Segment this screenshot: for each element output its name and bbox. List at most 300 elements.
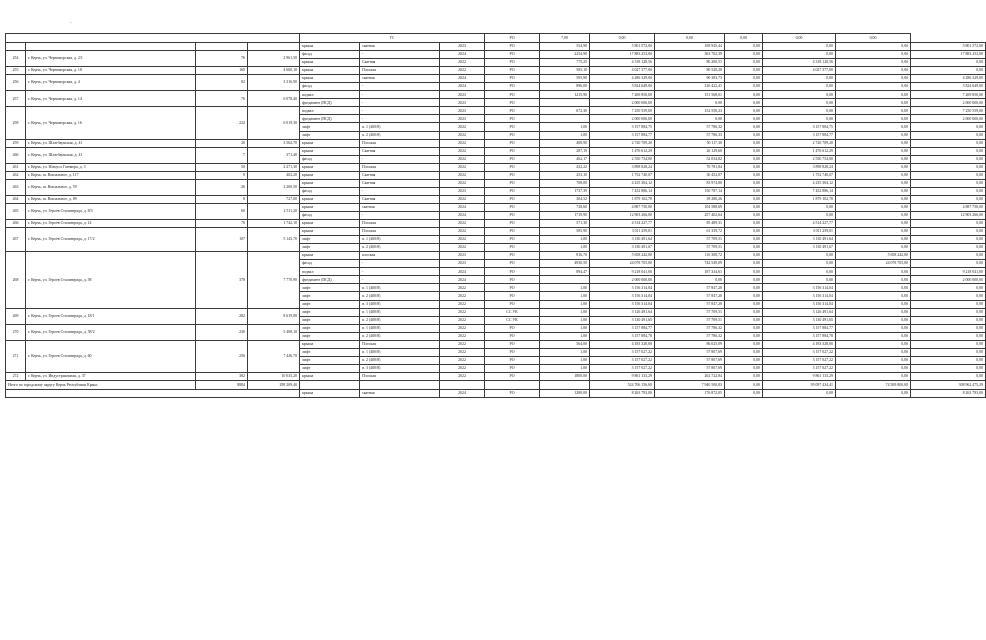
table-cell: 0,00 <box>836 179 911 187</box>
table-cell: 17 883 252,00 <box>911 51 986 59</box>
table-cell: 0,00 <box>763 115 836 123</box>
table-cell: РО <box>485 284 540 292</box>
table-cell: 57 786,32 <box>655 324 725 332</box>
table-cell: 9 218 041,00 <box>590 268 655 276</box>
table-cell: 708,00 <box>540 179 590 187</box>
table-cell: 1,00 <box>540 348 590 356</box>
table-cell: скатная <box>360 203 440 211</box>
table-cell: 90 383,73 <box>655 75 725 83</box>
table-cell: 0,00 <box>911 67 986 75</box>
building-area: 107 <box>196 228 248 252</box>
table-cell: 2022 <box>440 228 485 236</box>
table-cell: 0,00 <box>836 115 911 123</box>
table-cell: 202 722,84 <box>655 372 725 380</box>
table-cell: 0,00 <box>836 147 911 155</box>
table-cell: 0,00 <box>911 220 986 228</box>
table-cell: РО <box>485 356 540 364</box>
building-number: 264 <box>6 195 26 203</box>
table-cell: 0,00 <box>836 43 911 51</box>
table-cell: 585,10 <box>540 67 590 75</box>
building-number: 267 <box>6 228 26 252</box>
table-cell: 3 898 828,24 <box>590 163 655 171</box>
table-cell: 0,00 <box>836 236 911 244</box>
table-cell: РО <box>485 195 540 203</box>
table-cell: РО <box>485 276 540 284</box>
table-cell: 253,10 <box>540 171 590 179</box>
building-number: 271 <box>6 340 26 372</box>
table-cell: 50 117,30 <box>655 139 725 147</box>
building-area: 60 <box>196 203 248 219</box>
table-cell: п. 1 (400/8) <box>360 123 440 131</box>
table-cell: 0,00 <box>725 179 763 187</box>
table-cell: 0,00 <box>911 163 986 171</box>
table-cell: 152 550,23 <box>655 107 725 115</box>
table-cell: 24 078 705,00 <box>590 260 655 268</box>
table-cell: п. 1 (400/8) <box>360 348 440 356</box>
table-cell: 0,00 <box>725 107 763 115</box>
table-cell: 0,00 <box>725 67 763 75</box>
table-cell: 2022 <box>440 324 485 332</box>
table-cell: 894,47 <box>540 268 590 276</box>
building-number: 259 <box>6 139 26 147</box>
table-cell: 0,00 <box>836 284 911 292</box>
table-cell: РО <box>485 389 540 397</box>
building-address: г. Керчь, ул. Черноморская, д. 4 <box>26 75 196 91</box>
table-cell: 0,00 <box>725 187 763 195</box>
table-cell: 0,00 <box>911 236 986 244</box>
table-cell: РО <box>485 163 540 171</box>
table-cell: 4 183 328,00 <box>763 340 836 348</box>
table-cell: 1,00 <box>540 284 590 292</box>
table-cell: 0,00 <box>725 340 763 348</box>
table-cell: 0,00 <box>911 139 986 147</box>
table-cell: РО <box>485 292 540 300</box>
table-cell: лифт <box>300 332 360 340</box>
building-area: 256 <box>196 340 248 372</box>
table-cell: РО <box>485 372 540 380</box>
table-cell: - <box>360 107 440 115</box>
building-address: г. Керчь, ул. Черноморская, д. 18 <box>26 67 196 75</box>
total-cell <box>440 380 485 389</box>
table-cell: п. 1 (400/8) <box>360 324 440 332</box>
table-cell: РО <box>485 107 540 115</box>
table-cell: 57 709,51 <box>655 316 725 324</box>
table-cell: 363 702,39 <box>655 51 725 59</box>
table-row <box>6 203 986 211</box>
building-area: 0 <box>196 171 248 179</box>
total-cell: 95 097 434,41 <box>763 380 836 389</box>
table-cell: 1800,00 <box>540 372 590 380</box>
table-header-row <box>6 34 986 43</box>
building-area: 222 <box>196 107 248 139</box>
header-cell: 0,00 <box>725 34 763 43</box>
table-cell: 0,00 <box>725 292 763 300</box>
table-cell: 4 514 227,77 <box>590 220 655 228</box>
table-cell: 2022 <box>440 300 485 308</box>
table-cell: 3 157 027,22 <box>763 348 836 356</box>
table-cell: лифт <box>300 356 360 364</box>
building-number: 269 <box>6 308 26 324</box>
table-cell: 1 879 102,78 <box>763 195 836 203</box>
page-mark: - <box>70 21 72 26</box>
table-cell: РО <box>485 99 540 107</box>
table-cell: 2022 <box>440 179 485 187</box>
building-number: 254 <box>6 51 26 67</box>
table-cell: - <box>360 99 440 107</box>
table-cell: 2022 <box>440 316 485 324</box>
table-cell: РО <box>485 187 540 195</box>
table-cell: 151 568,01 <box>655 91 725 99</box>
table-cell: лифт <box>300 244 360 252</box>
table-cell: 304,52 <box>540 195 590 203</box>
table-cell: 0,00 <box>836 51 911 59</box>
total-cell <box>485 380 540 389</box>
table-cell: Плоская <box>360 228 440 236</box>
table-cell: 0,00 <box>763 389 836 397</box>
table-cell: 3 156 314,04 <box>763 300 836 308</box>
building-address: г. Керчь, ул. Шлагбаумская, д. 41 <box>26 147 196 163</box>
building-total-area: 3 316,90 <box>248 75 300 91</box>
table-cell: 0,00 <box>725 91 763 99</box>
table-cell: РО <box>485 228 540 236</box>
table-cell: 2 000 000,00 <box>590 115 655 123</box>
table-cell: 585,90 <box>540 228 590 236</box>
table-cell: РО <box>485 179 540 187</box>
table-cell: 0,00 <box>763 252 836 260</box>
table-cell: - <box>360 260 440 268</box>
table-cell: 5 658 242,00 <box>836 252 911 260</box>
building-total-area: 2 271,30 <box>248 163 300 171</box>
table-cell: Скатная <box>360 195 440 203</box>
table-row <box>6 372 986 380</box>
table-cell: 3 011 259,01 <box>590 228 655 236</box>
table-body <box>6 34 986 398</box>
table-cell: 0,00 <box>725 244 763 252</box>
building-area: 20 <box>196 139 248 147</box>
table-cell: 0,00 <box>725 268 763 276</box>
table-cell: п. 2 (400/8) <box>360 356 440 364</box>
table-cell: РО <box>485 220 540 228</box>
building-address: г. Керчь, ул. Героев Сталинграда, д. 18/1 <box>26 308 196 324</box>
table-cell: фасад <box>300 187 360 195</box>
table-cell: 0,00 <box>725 171 763 179</box>
table-cell: 3 126 491,64 <box>590 308 655 316</box>
table-cell: 3 157 884,75 <box>763 123 836 131</box>
table-cell: 0,00 <box>911 284 986 292</box>
table-cell: крыша <box>300 372 360 380</box>
table-cell: 0,00 <box>836 292 911 300</box>
table-cell: 2022 <box>440 67 485 75</box>
table-cell <box>540 115 590 123</box>
table-cell: РО <box>485 300 540 308</box>
table-cell: РО <box>485 43 540 51</box>
table-cell: 0,00 <box>836 332 911 340</box>
table-cell: 3 157 884,75 <box>590 123 655 131</box>
building-total-area: 10 035,20 <box>248 372 300 380</box>
table-cell: 0,00 <box>725 99 763 107</box>
table-cell: 2 000 000,00 <box>911 276 986 284</box>
table-cell: 2022 <box>440 171 485 179</box>
building-address: г. Керчь, ш. Вокзальное, д. 59 <box>26 179 196 195</box>
building-number: 272 <box>6 372 26 380</box>
table-cell: 3 157 884,77 <box>763 324 836 332</box>
building-total-area: 402,20 <box>248 171 300 179</box>
table-cell: лифт <box>300 300 360 308</box>
table-row <box>6 195 986 203</box>
table-cell: лифт <box>300 364 360 372</box>
table-cell: 0,00 <box>836 244 911 252</box>
table-cell: РО <box>485 340 540 348</box>
table-row <box>6 163 986 171</box>
table-cell: 57 709,51 <box>655 236 725 244</box>
table-cell: 0,00 <box>911 348 986 356</box>
table-cell: 0,00 <box>763 83 836 91</box>
table-cell: 2022 <box>440 147 485 155</box>
table-cell: 57 847,20 <box>655 284 725 292</box>
table-cell: 1,00 <box>540 316 590 324</box>
building-total-area: 2 961,50 <box>248 51 300 67</box>
table-cell: 57 847,20 <box>655 292 725 300</box>
building-area: 378 <box>196 252 248 308</box>
table-cell: 0,00 <box>836 372 911 380</box>
table-cell: 0,00 <box>725 155 763 163</box>
table-cell: 2022 <box>440 332 485 340</box>
table-cell: 1,00 <box>540 332 590 340</box>
table-cell: 3 130 491,65 <box>763 316 836 324</box>
table-cell: 0,00 <box>763 211 836 219</box>
table-cell: 0,00 <box>836 211 911 219</box>
table-cell: - <box>360 155 440 163</box>
table-cell: 8 263 793,00 <box>590 389 655 397</box>
building-address: г. Керчь, ул. Юлиуса Гаенкера, д. 3 <box>26 163 196 171</box>
table-cell: 3 157 027,22 <box>590 348 655 356</box>
table-cell: 2023 <box>440 99 485 107</box>
building-number: 256 <box>6 75 26 91</box>
building-address: г. Керчь, ул. Черноморская, д. 14 <box>26 91 196 107</box>
table-cell: 0,00 <box>836 356 911 364</box>
table-cell: 0,00 <box>911 123 986 131</box>
table-cell: 0,00 <box>725 300 763 308</box>
building-number: 258 <box>6 107 26 139</box>
table-cell: п. 1 (400/8) <box>360 308 440 316</box>
table-cell: РО <box>485 252 540 260</box>
table-cell: 0,00 <box>725 195 763 203</box>
table-cell: 0,00 <box>763 99 836 107</box>
table-cell: 0,00 <box>836 91 911 99</box>
table-cell: Плоская <box>360 67 440 75</box>
table-cell: СС УК <box>485 316 540 324</box>
table-cell: - <box>360 91 440 99</box>
table-cell: подвал <box>300 268 360 276</box>
table-cell: фасад <box>300 211 360 219</box>
building-number: 265 <box>6 203 26 219</box>
table-cell: 462,17 <box>540 155 590 163</box>
table-cell: крыша <box>300 139 360 147</box>
table-cell: РО <box>485 268 540 276</box>
building-total-area: 1 742,10 <box>248 220 300 228</box>
building-area: 76 <box>196 91 248 107</box>
table-cell: 0,00 <box>725 236 763 244</box>
table-cell: РО <box>485 364 540 372</box>
table-cell: 0,00 <box>911 300 986 308</box>
table-cell: 2024 <box>440 211 485 219</box>
table-cell: - <box>360 211 440 219</box>
table-cell: 4 887 750,00 <box>590 203 655 211</box>
building-number: 263 <box>6 179 26 195</box>
table-cell: 0,00 <box>725 252 763 260</box>
table-cell: 26 129,60 <box>655 147 725 155</box>
table-cell: 0,00 <box>911 244 986 252</box>
building-area <box>196 43 248 51</box>
table-cell: 0,00 <box>836 348 911 356</box>
table-cell: 9 861 133,29 <box>590 372 655 380</box>
total-cell: 74 509 800,00 <box>836 380 911 389</box>
table-cell: 0,00 <box>836 187 911 195</box>
table-cell <box>540 276 590 284</box>
table-cell: Скатная <box>360 171 440 179</box>
table-cell: 0,00 <box>836 340 911 348</box>
table-row <box>6 324 986 332</box>
table-cell: 7 269 850,00 <box>590 91 655 99</box>
table-cell: 0,00 <box>725 115 763 123</box>
table-cell: 0,00 <box>763 75 836 83</box>
header-cell: 0,00 <box>655 34 725 43</box>
table-cell: 1,00 <box>540 308 590 316</box>
table-cell: 80 520,28 <box>655 67 725 75</box>
table-cell: 0,00 <box>911 332 986 340</box>
building-total-area: 7 426,70 <box>248 340 300 372</box>
table-cell: крыша <box>300 220 360 228</box>
table-cell: 0,00 <box>911 228 986 236</box>
total-cell: 0,00 <box>725 380 763 389</box>
building-total-area: 3 562,70 <box>248 139 300 147</box>
table-row <box>6 91 986 99</box>
table-cell: 0,00 <box>836 268 911 276</box>
table-cell: 2023 <box>440 43 485 51</box>
table-cell: 0,00 <box>725 123 763 131</box>
table-cell: 7 250 559,00 <box>590 107 655 115</box>
table-cell: 2022 <box>440 195 485 203</box>
table-cell: 80 200,51 <box>655 59 725 67</box>
table-cell: 39 280,26 <box>655 195 725 203</box>
table-cell: Плоская <box>360 220 440 228</box>
header-cell: ГС <box>300 34 485 43</box>
table-cell: 0,00 <box>911 356 986 364</box>
building-total-area: 371,40 <box>248 147 300 163</box>
table-cell: 0,00 <box>725 211 763 219</box>
table-cell: 1,00 <box>540 356 590 364</box>
table-cell: 0,00 <box>725 348 763 356</box>
building-total-area: 2 260,50 <box>248 179 300 195</box>
table-cell: 4 027 377,00 <box>590 67 655 75</box>
table-cell: 116 308,72 <box>655 252 725 260</box>
building-area: 7 <box>196 147 248 163</box>
table-cell: 775,25 <box>540 59 590 67</box>
table-cell: 2023 <box>440 260 485 268</box>
table-cell: 176 872,05 <box>655 389 725 397</box>
table-cell: 2 000 000,00 <box>911 115 986 123</box>
building-total-area: 2 511,20 <box>248 203 300 219</box>
table-cell: 3 157 027,22 <box>763 356 836 364</box>
building-number: 262 <box>6 171 26 179</box>
building-address: г. Керчь, ул. Героев Сталинграда, д. 8/3 <box>26 203 196 219</box>
table-cell: 0,00 <box>725 324 763 332</box>
total-label: Итого по городскому округу Керчь Республики Крым: <box>6 380 196 389</box>
table-cell: 0,00 <box>836 123 911 131</box>
table-cell: фасад <box>300 155 360 163</box>
table-cell: 2022 <box>440 131 485 139</box>
table-cell: 2022 <box>440 356 485 364</box>
table-cell: 0,00 <box>655 115 725 123</box>
table-cell: лифт <box>300 292 360 300</box>
table-cell: крыша <box>300 43 360 51</box>
building-number: 261 <box>6 163 26 171</box>
table-cell: 432,22 <box>540 163 590 171</box>
table-cell: 0,00 <box>836 83 911 91</box>
table-cell: 0,00 <box>836 139 911 147</box>
table-cell: 257 402,64 <box>655 211 725 219</box>
table-cell: 1,00 <box>540 131 590 139</box>
table-cell: 2 720 709,20 <box>763 139 836 147</box>
building-address: г. Керчь, ул. Индустриальная, д. 37 <box>26 372 196 380</box>
table-cell: 1,00 <box>540 236 590 244</box>
table-row <box>6 228 986 236</box>
table-cell: 3 157 027,22 <box>763 364 836 372</box>
table-cell: фасад <box>300 51 360 59</box>
table-cell <box>6 389 300 397</box>
table-cell: 2023 <box>440 107 485 115</box>
table-cell: 3 126 491,64 <box>763 308 836 316</box>
table-cell: 2024 <box>440 389 485 397</box>
table-cell: скатная <box>360 43 440 51</box>
header-cell <box>6 34 300 43</box>
table-cell: 0,00 <box>836 59 911 67</box>
table-cell: РО <box>485 115 540 123</box>
table-cell: 408,90 <box>540 139 590 147</box>
table-cell: 3 157 884,78 <box>763 332 836 340</box>
building-area: 50 <box>196 163 248 171</box>
table-cell: 3 157 027,22 <box>590 364 655 372</box>
building-area: 382 <box>196 372 248 380</box>
header-cell: 0,00 <box>763 34 836 43</box>
table-cell: 0,00 <box>836 107 911 115</box>
table-cell: РО <box>485 147 540 155</box>
table-cell: 1 476 612,29 <box>763 147 836 155</box>
table-cell: 0,00 <box>836 389 911 397</box>
table-cell: 0,00 <box>836 220 911 228</box>
table-cell: 1,00 <box>540 364 590 372</box>
table-cell: п. 2 (400/8) <box>360 332 440 340</box>
table-row <box>6 252 986 260</box>
table-cell: лифт <box>300 348 360 356</box>
table-cell: 0,00 <box>725 59 763 67</box>
building-address: г. Керчь, ул. Героев Сталинграда, д. 17/2 <box>26 228 196 252</box>
table-cell: крыша <box>300 389 360 397</box>
table-cell: 4 286 329,00 <box>911 75 986 83</box>
building-total-area: 6 019,30 <box>248 107 300 139</box>
table-cell: 742 549,09 <box>655 260 725 268</box>
repair-program-table <box>5 33 986 398</box>
table-cell: 1 476 612,29 <box>590 147 655 155</box>
table-cell: РО <box>485 51 540 59</box>
table-cell: 2022 <box>440 236 485 244</box>
table-cell <box>540 99 590 107</box>
table-cell: 1,00 <box>540 300 590 308</box>
building-total-area <box>248 43 300 51</box>
table-cell: 3 157 884,77 <box>590 131 655 139</box>
table-cell: 3 156 314,04 <box>763 292 836 300</box>
table-cell: 2023 <box>440 115 485 123</box>
